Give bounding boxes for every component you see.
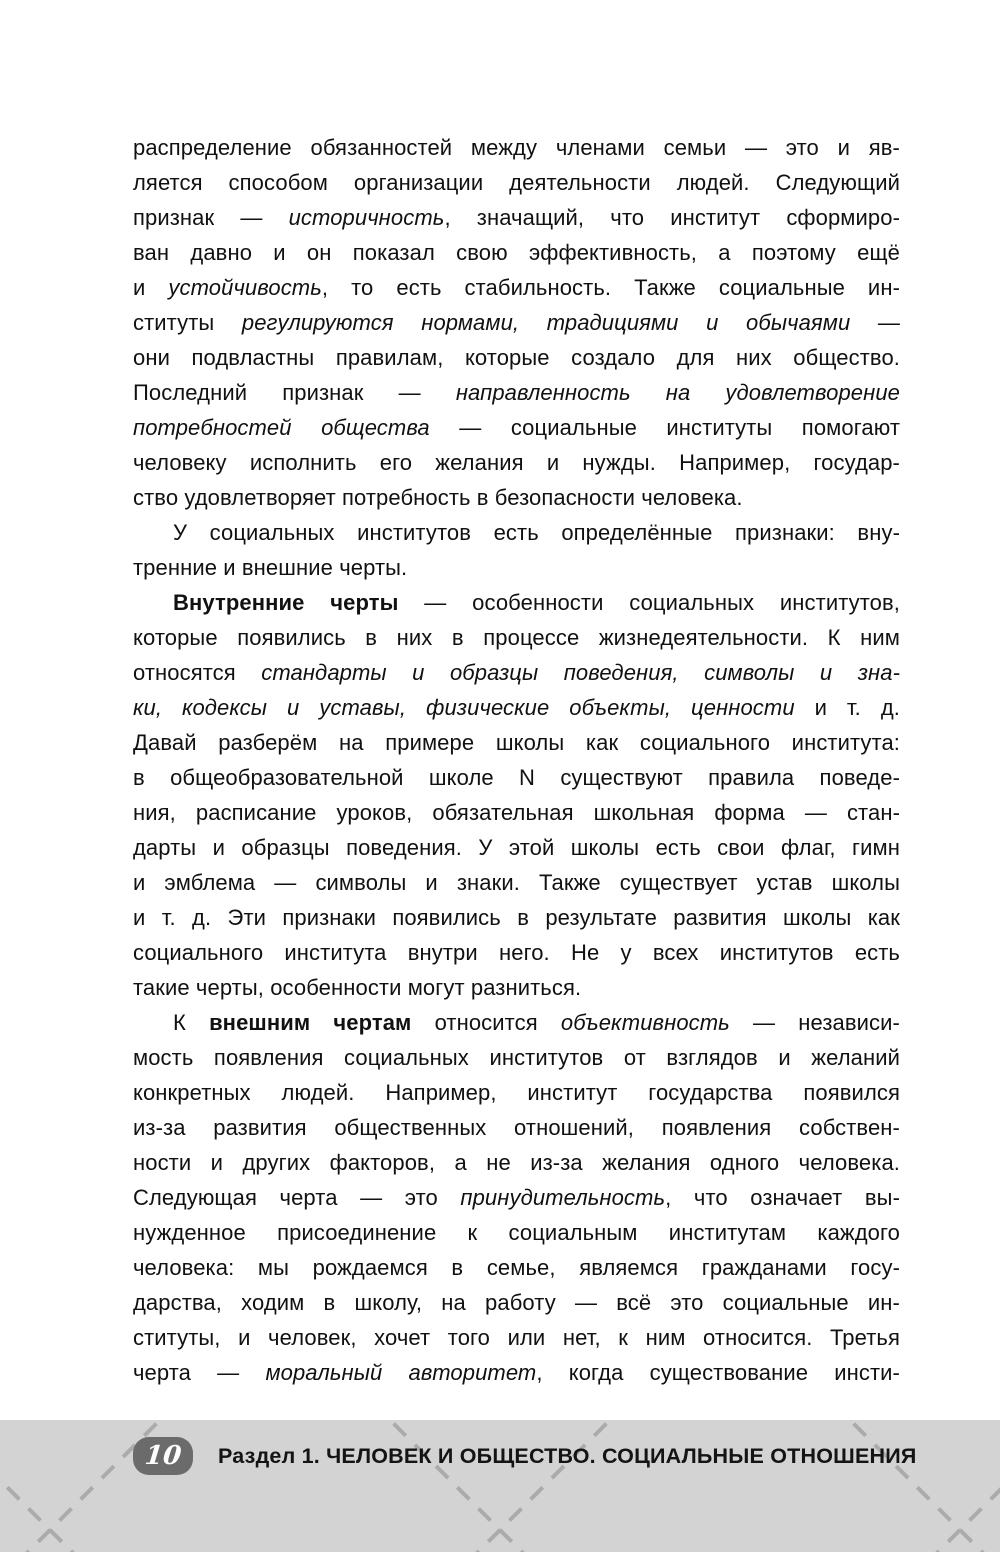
text-segment: конкретных людей. Например, институт государства появился [133,1080,900,1105]
emphasized-text: историчность [288,205,445,230]
emphasized-text: стандарты и образцы поведения, символы и зна- [261,660,901,685]
text-segment: ституты [133,310,242,335]
emphasized-text: устойчивость [168,275,322,300]
text-line [133,900,900,935]
text-line [133,1285,900,1320]
emphasized-text: направленность на удовлетворение [455,380,900,405]
text-segment: человека: мы рождаемся в семье, являемся гражданами госу- [133,1255,900,1280]
page-number-badge [133,1437,193,1475]
text-segment: — независи- [729,1010,900,1035]
text-segment: тренние и внешние черты. [133,555,408,580]
text-segment: из-за развития общественных отношений, появления собствен- [133,1115,900,1140]
text-segment: ляется способом организации деятельности людей. Следующий [133,170,900,195]
text-segment: ституты, и человек, хочет того или нет, к ним относится. Третья [133,1325,900,1350]
emphasized-text: потребностей общества [133,415,430,440]
section-title: Раздел 1. ЧЕЛОВЕК И ОБЩЕСТВО. СОЦИАЛЬНЫЕ ОТНОШЕНИЯ [218,1443,917,1468]
text-line [133,1040,900,1075]
text-segment: признак — [133,205,289,230]
text-segment: , значащий, что институт сформиро- [444,205,901,230]
text-line [133,795,900,830]
text-segment: и [133,275,169,300]
text-segment: такие черты, особенности могут разниться. [133,975,582,1000]
text-line [133,970,900,1005]
text-line [133,585,900,620]
text-segment: и т. д. [794,695,900,720]
page-number: 10 [143,1441,183,1471]
text-line [133,515,900,550]
text-line [133,830,900,865]
text-segment: и т. д. Эти признаки появились в результате развития школы как [133,905,900,930]
text-segment: и эмблема — символы и знаки. Также существует устав школы [133,870,900,895]
text-line [133,1320,900,1355]
body-text [133,130,900,1390]
emphasized-text: моральный авторитет [265,1360,537,1385]
text-segment: они подвластны правилам, которые создало для них общество. [133,345,900,370]
text-line [133,655,900,690]
text-segment: социального института внутри него. Не у всех институтов есть [133,940,900,965]
emphasized-text: внешним чертам [209,1010,412,1035]
text-segment: ния, расписание уроков, обязательная школьная форма — стан- [133,800,900,825]
emphasized-text: регулируются нормами, традициями и обычаями [241,310,851,335]
text-segment: , когда существование инсти- [536,1360,900,1385]
text-line [133,270,900,305]
text-segment: , что означает вы- [665,1185,900,1210]
text-line [133,480,900,515]
text-line [133,935,900,970]
text-line [133,305,900,340]
text-segment: мость появления социальных институтов от взглядов и желаний [133,1045,900,1070]
text-line [133,375,900,410]
text-line [133,235,900,270]
text-line [133,725,900,760]
text-line [133,340,900,375]
text-segment: в общеобразовательной школе N существуют правила поведе- [133,765,900,790]
text-segment: ство удовлетворяет потребность в безопасности человека. [133,485,743,510]
text-line [133,1005,900,1040]
text-line [133,1250,900,1285]
text-line [133,1110,900,1145]
text-line [133,865,900,900]
emphasized-text: ки, кодексы и уставы, физические объекты, ценности [133,695,795,720]
text-line [133,1355,900,1390]
text-segment: человеку исполнить его желания и нужды. Например, государ- [133,450,900,475]
paragraph [133,515,900,585]
text-line [133,410,900,445]
text-segment: которые появились в них в процессе жизнедеятельности. К ним [133,625,900,650]
text-segment: , то есть стабильность. Также социальные ин- [321,275,900,300]
paragraph [133,130,900,515]
text-line [133,690,900,725]
text-line [133,200,900,235]
text-segment: Последний признак — [133,380,456,405]
text-segment: Следующая черта — это [133,1185,461,1210]
emphasized-text: принудительность [460,1185,666,1210]
paragraph [133,1005,900,1390]
text-segment: — социальные институты помогают [429,415,900,440]
text-segment: нужденное присоединение к социальным институтам каждого [133,1220,900,1245]
text-line [133,550,900,585]
text-segment: — особенности социальных институтов, [398,590,900,615]
text-line [133,1215,900,1250]
text-line [133,1075,900,1110]
text-line [133,1180,900,1215]
text-segment: дарства, ходим в школу, на работу — всё это социальные ин- [133,1290,900,1315]
text-segment: Давай разберём на примере школы как социального института: [133,730,900,755]
text-segment: относятся [133,660,262,685]
text-line [133,620,900,655]
text-line [133,760,900,795]
text-segment: распределение обязанностей между членами семьи — это и яв- [133,135,900,160]
text-line [133,165,900,200]
emphasized-text: объективность [560,1010,730,1035]
text-segment: относится [411,1010,561,1035]
paragraph [133,585,900,1005]
text-segment: К [173,1010,210,1035]
footer-band [0,1420,1000,1552]
text-segment: черта — [133,1360,266,1385]
text-segment: ности и других факторов, а не из-за желания одного человека. [133,1150,900,1175]
footer-row [133,1437,917,1475]
text-line [133,1145,900,1180]
text-segment: У социальных институтов есть определённые признаки: вну- [173,520,900,545]
text-segment: — [850,310,900,335]
text-line [133,130,900,165]
emphasized-text: Внутренние черты [173,590,399,615]
text-segment: дарты и образцы поведения. У этой школы есть свои флаг, гимн [133,835,900,860]
text-line [133,445,900,480]
text-segment: ван давно и он показал свою эффективность, а поэтому ещё [133,240,900,265]
